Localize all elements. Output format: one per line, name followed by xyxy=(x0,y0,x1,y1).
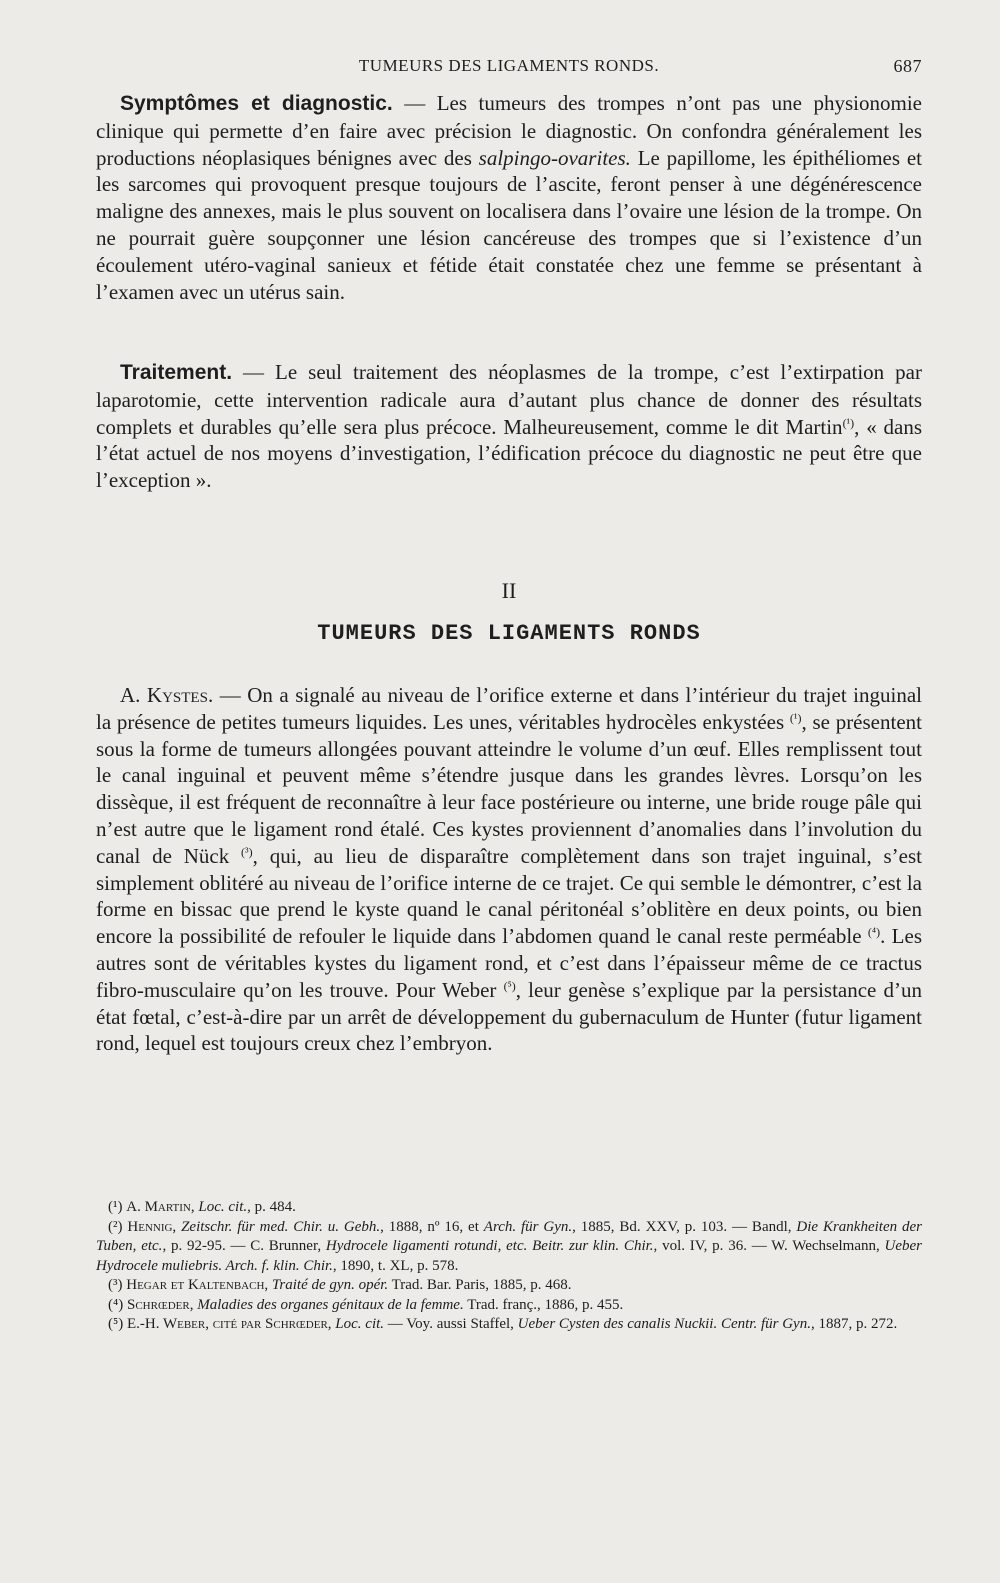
italic-run: Hydrocele ligamenti rotundi, etc. Beitr. zur klin. Chir. xyxy=(325,1238,654,1254)
heading-traitement: Traitement. xyxy=(120,361,233,384)
page-number: 687 xyxy=(893,56,922,76)
paragraph-kystes xyxy=(96,682,922,1057)
paragraph-traitement xyxy=(96,359,922,494)
running-title: TUMEURS DES LIGAMENTS RONDS. xyxy=(358,56,660,75)
text-run: A. Martin, xyxy=(126,1199,199,1215)
footnote xyxy=(96,1198,922,1218)
italic-run: salpingo-ovarites. xyxy=(478,145,631,170)
section-symptomes xyxy=(96,90,922,305)
text-run: — On a signalé au niveau de l’orifice externe et dans l’intérieur du trajet inguinal la présence de petites tumeurs liquides. Les unes, véritables hydrocèles enkystées xyxy=(96,683,922,734)
italic-run: Ueber Cysten des canalis Nuckii. Centr. für Gyn. xyxy=(517,1316,811,1332)
text-run: — Voy. aussi Staffel, xyxy=(384,1316,518,1332)
text-run: Le papillome, les épithéliomes et les sarcomes qui provoquent presque toujours de l’ascite, feront penser à une dégénérescence maligne des annexes, mais le plus souvent on localisera dans l’ovaire une lésion de la trompe. On ne pourrait guère soupçonner une lésion cancéreuse des trompes que si l’existence d’un écoulement utéro-vaginal sanieux et fétide était constatée chez une femme se présentant à l’examen avec un utérus sain. xyxy=(96,145,922,304)
section-title: TUMEURS DES LIGAMENTS RONDS xyxy=(317,621,701,646)
footnote-ref: (¹) xyxy=(842,415,855,430)
text-run: , vol. IV, p. 36. — W. Wechselmann, xyxy=(653,1238,885,1254)
footnote-mark: (⁴) xyxy=(108,1296,124,1313)
footnote xyxy=(96,1276,922,1296)
italic-run: Ueber Hydrocele muliebris. Arch. f. klin. Chir. xyxy=(96,1238,923,1274)
footnote xyxy=(96,1315,922,1335)
text-run: Trad. franç., 1886, p. 455. xyxy=(463,1296,624,1313)
footnotes xyxy=(96,1198,922,1335)
footnote-mark: (¹) xyxy=(108,1199,123,1215)
footnote-mark: (⁵) xyxy=(108,1316,124,1332)
subheading-kystes: A. Kystes. xyxy=(120,683,214,707)
paragraph-symptomes xyxy=(96,90,922,305)
italic-run: Loc. cit. xyxy=(335,1316,385,1332)
text-run: Schrœder, xyxy=(126,1296,198,1313)
text-run: , leur genèse s’explique par la persistance d’un état fœtal, c’est-à-dire par un arrêt de développement du gubernaculum de Hunter (futur ligament rond, lequel est toujours creux chez l’embryon. xyxy=(96,977,923,1056)
page-header xyxy=(96,56,922,82)
italic-run: Die Krankheiten der Tuben, etc. xyxy=(96,1218,922,1254)
italic-run: Arch. für Gyn. xyxy=(483,1218,573,1235)
footnote xyxy=(96,1218,922,1277)
footnote-ref: (¹) xyxy=(789,710,802,725)
text-run: — Les tumeurs des trompes n’ont pas une physionomie clinique qui permette d’en faire avec précision le diagnostic. On confondra généralement les productions néoplasiques bénignes avec des xyxy=(96,91,922,170)
text-run: — Le seul traitement des néoplasmes de la trompe, c’est l’extirpation par laparotomie, cette intervention radicale aura d’autant plus chance de donner des résultats complets et durables qu’elle sera plus précoce. Malheureusement, comme le dit Martin xyxy=(96,360,922,439)
text-run: , p. 484. xyxy=(247,1199,296,1215)
text-run: , qui, au lieu de disparaître complètement dans son trajet inguinal, s’est simplement oblitéré au niveau de l’orifice interne de ce trajet. Ce qui semble le démontrer, c’est la forme en bissac que prend le kyste quand le canal péritonéal s’oblitère en deux points, ou bien encore la possibilité de refouler le liquide dans l’abdomen quand le canal reste perméable xyxy=(96,843,922,949)
text-run: , 1888, nº 16, et xyxy=(380,1218,484,1235)
text-run: , 1890, t. XL, p. 578. xyxy=(332,1257,459,1274)
text-run: , p. 92-95. — C. Brunner, xyxy=(162,1238,326,1254)
text-run: , 1887, p. 272. xyxy=(810,1316,898,1332)
heading-symptomes: Symptômes et diagnostic. xyxy=(120,92,393,115)
text-run: Trad. Bar. Paris, 1885, p. 468. xyxy=(388,1277,572,1293)
italic-run: Zeitschr. für med. Chir. u. Gebh. xyxy=(181,1218,381,1235)
italic-run: Loc. cit. xyxy=(198,1199,248,1215)
footnote xyxy=(96,1296,922,1316)
footnote-ref: (⁴) xyxy=(867,925,881,940)
text-run: E.-H. Weber, cité par Schrœder, xyxy=(126,1316,336,1332)
section-kystes xyxy=(96,682,922,1057)
footnote-mark: (²) xyxy=(108,1218,123,1235)
italic-run: Maladies des organes génitaux de la femme. xyxy=(197,1296,464,1313)
text-run: Hegar et Kaltenbach, xyxy=(126,1277,272,1293)
footnote-mark: (³) xyxy=(108,1277,123,1293)
footnote-ref: (⁵) xyxy=(503,978,516,993)
text-run: Hennig, xyxy=(127,1218,182,1235)
italic-run: Traité de gyn. opér. xyxy=(271,1277,389,1293)
section-number: II xyxy=(501,578,517,603)
text-run: , se présentent sous la forme de tumeurs allongées pouvant atteindre le volume d’un œuf. Elles remplissent tout le canal inguinal et peuvent même s’étendre jusque dans les grandes lèvres. Lorsqu’on les dissèque, il est fréquent de reconnaître à leur face postérieure ou interne, une bride rouge pâle qui n’est autre que le ligament rond étalé. Ces kystes proviennent d’anomalies dans l’involution du canal de Nück xyxy=(96,709,922,868)
text-run: . Les autres sont de véritables kystes du ligament rond, et c’est dans l’épaisseur même de ce tractus fibro-musculaire qu’on les trouve. Pour Weber xyxy=(96,924,922,1002)
section-traitement xyxy=(96,359,922,494)
text-run: , 1885, Bd. XXV, p. 103. — Bandl, xyxy=(572,1218,797,1235)
text-run: , « dans l’état actuel de nos moyens d’investigation, l’édification précoce du diagnostic ne peut être que l’exception ». xyxy=(96,414,923,493)
footnote-ref: (³) xyxy=(241,844,253,859)
